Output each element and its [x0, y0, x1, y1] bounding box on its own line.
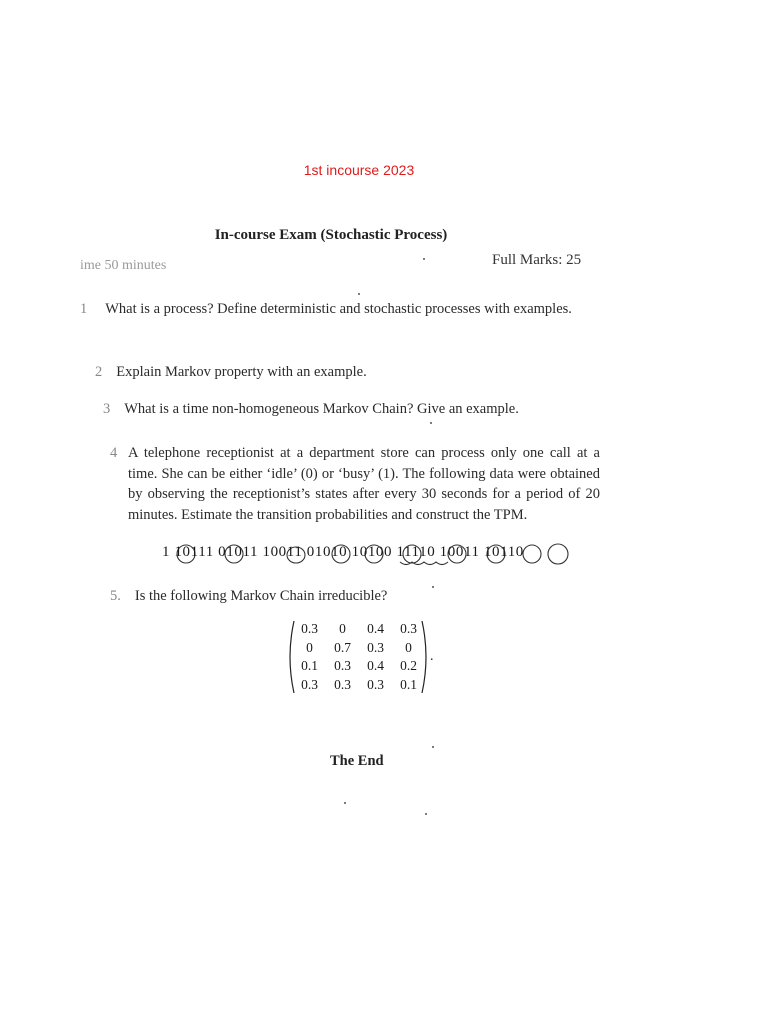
question-1-text: What is a process? Define deterministic and stochastic processes with examples. [105, 301, 572, 317]
scan-speck [344, 802, 346, 804]
question-4 [110, 443, 600, 525]
exam-end: The End [330, 753, 384, 769]
matrix-cell: 0.4 [367, 621, 384, 637]
exam-time: ime 50 minutes [80, 258, 167, 273]
scan-speck [432, 746, 434, 748]
matrix-cell: 0.1 [400, 676, 417, 692]
matrix-row [293, 676, 425, 695]
question-2-number: 2 [95, 364, 103, 380]
matrix-cell: 0 [306, 639, 313, 655]
matrix-cell: 0.2 [400, 658, 417, 674]
matrix-trailing-period: . [430, 649, 434, 664]
matrix-row [293, 657, 425, 676]
matrix-row [293, 620, 425, 639]
question-3 [103, 401, 519, 418]
matrix-row [293, 639, 425, 658]
question-2-text: Explain Markov property with an example. [116, 364, 367, 380]
scan-speck [430, 422, 432, 424]
transition-matrix [285, 620, 431, 694]
state-sequence: 1 10111 01011 10011 01010 10100 11110 10011 10110 [162, 544, 524, 560]
matrix-cell: 0.1 [301, 658, 318, 674]
question-5-text: Is the following Markov Chain irreducible? [134, 588, 388, 604]
question-4-number: 4 [110, 445, 118, 461]
question-1 [80, 296, 592, 322]
question-5-number: 5. [110, 588, 121, 604]
state-sequence-block [160, 540, 580, 568]
matrix-cell: 0.4 [367, 658, 384, 674]
matrix-cell: 0.3 [334, 676, 351, 692]
matrix-table [293, 620, 425, 694]
question-5 [110, 588, 387, 605]
matrix-cell: 0.7 [334, 639, 351, 655]
matrix-cell: 0.3 [334, 658, 351, 674]
question-1-number: 1 [80, 301, 88, 317]
matrix-cell: 0.3 [367, 639, 384, 655]
handwritten-annotation: 1st incourse 2023 [303, 162, 415, 178]
exam-title: In-course Exam (Stochastic Process) [214, 227, 448, 243]
question-3-text: What is a time non-homogeneous Markov Chain? Give an example. [124, 401, 519, 417]
matrix-cell: 0.3 [301, 676, 318, 692]
matrix-cell: 0 [339, 621, 346, 637]
scan-speck [358, 293, 360, 295]
matrix-cell: 0.3 [367, 676, 384, 692]
scan-speck [423, 258, 425, 260]
question-3-number: 3 [103, 401, 111, 417]
full-marks: Full Marks: 25 [492, 252, 582, 268]
scan-speck [425, 813, 427, 815]
question-2 [95, 364, 367, 381]
scan-speck [432, 586, 434, 588]
question-4-text: A telephone receptionist at a department store can process only one call at a time. She can be either ‘idle’ (0) or ‘busy’ (1). The following data were obtained by observing the receptionist’s states after every 30 seconds for a period of 20 minutes. Estimate the transition probabilities and construct the TPM. [128, 445, 600, 523]
matrix-cell: 0 [405, 639, 412, 655]
matrix-cell: 0.3 [301, 621, 318, 637]
matrix-cell: 0.3 [400, 621, 417, 637]
